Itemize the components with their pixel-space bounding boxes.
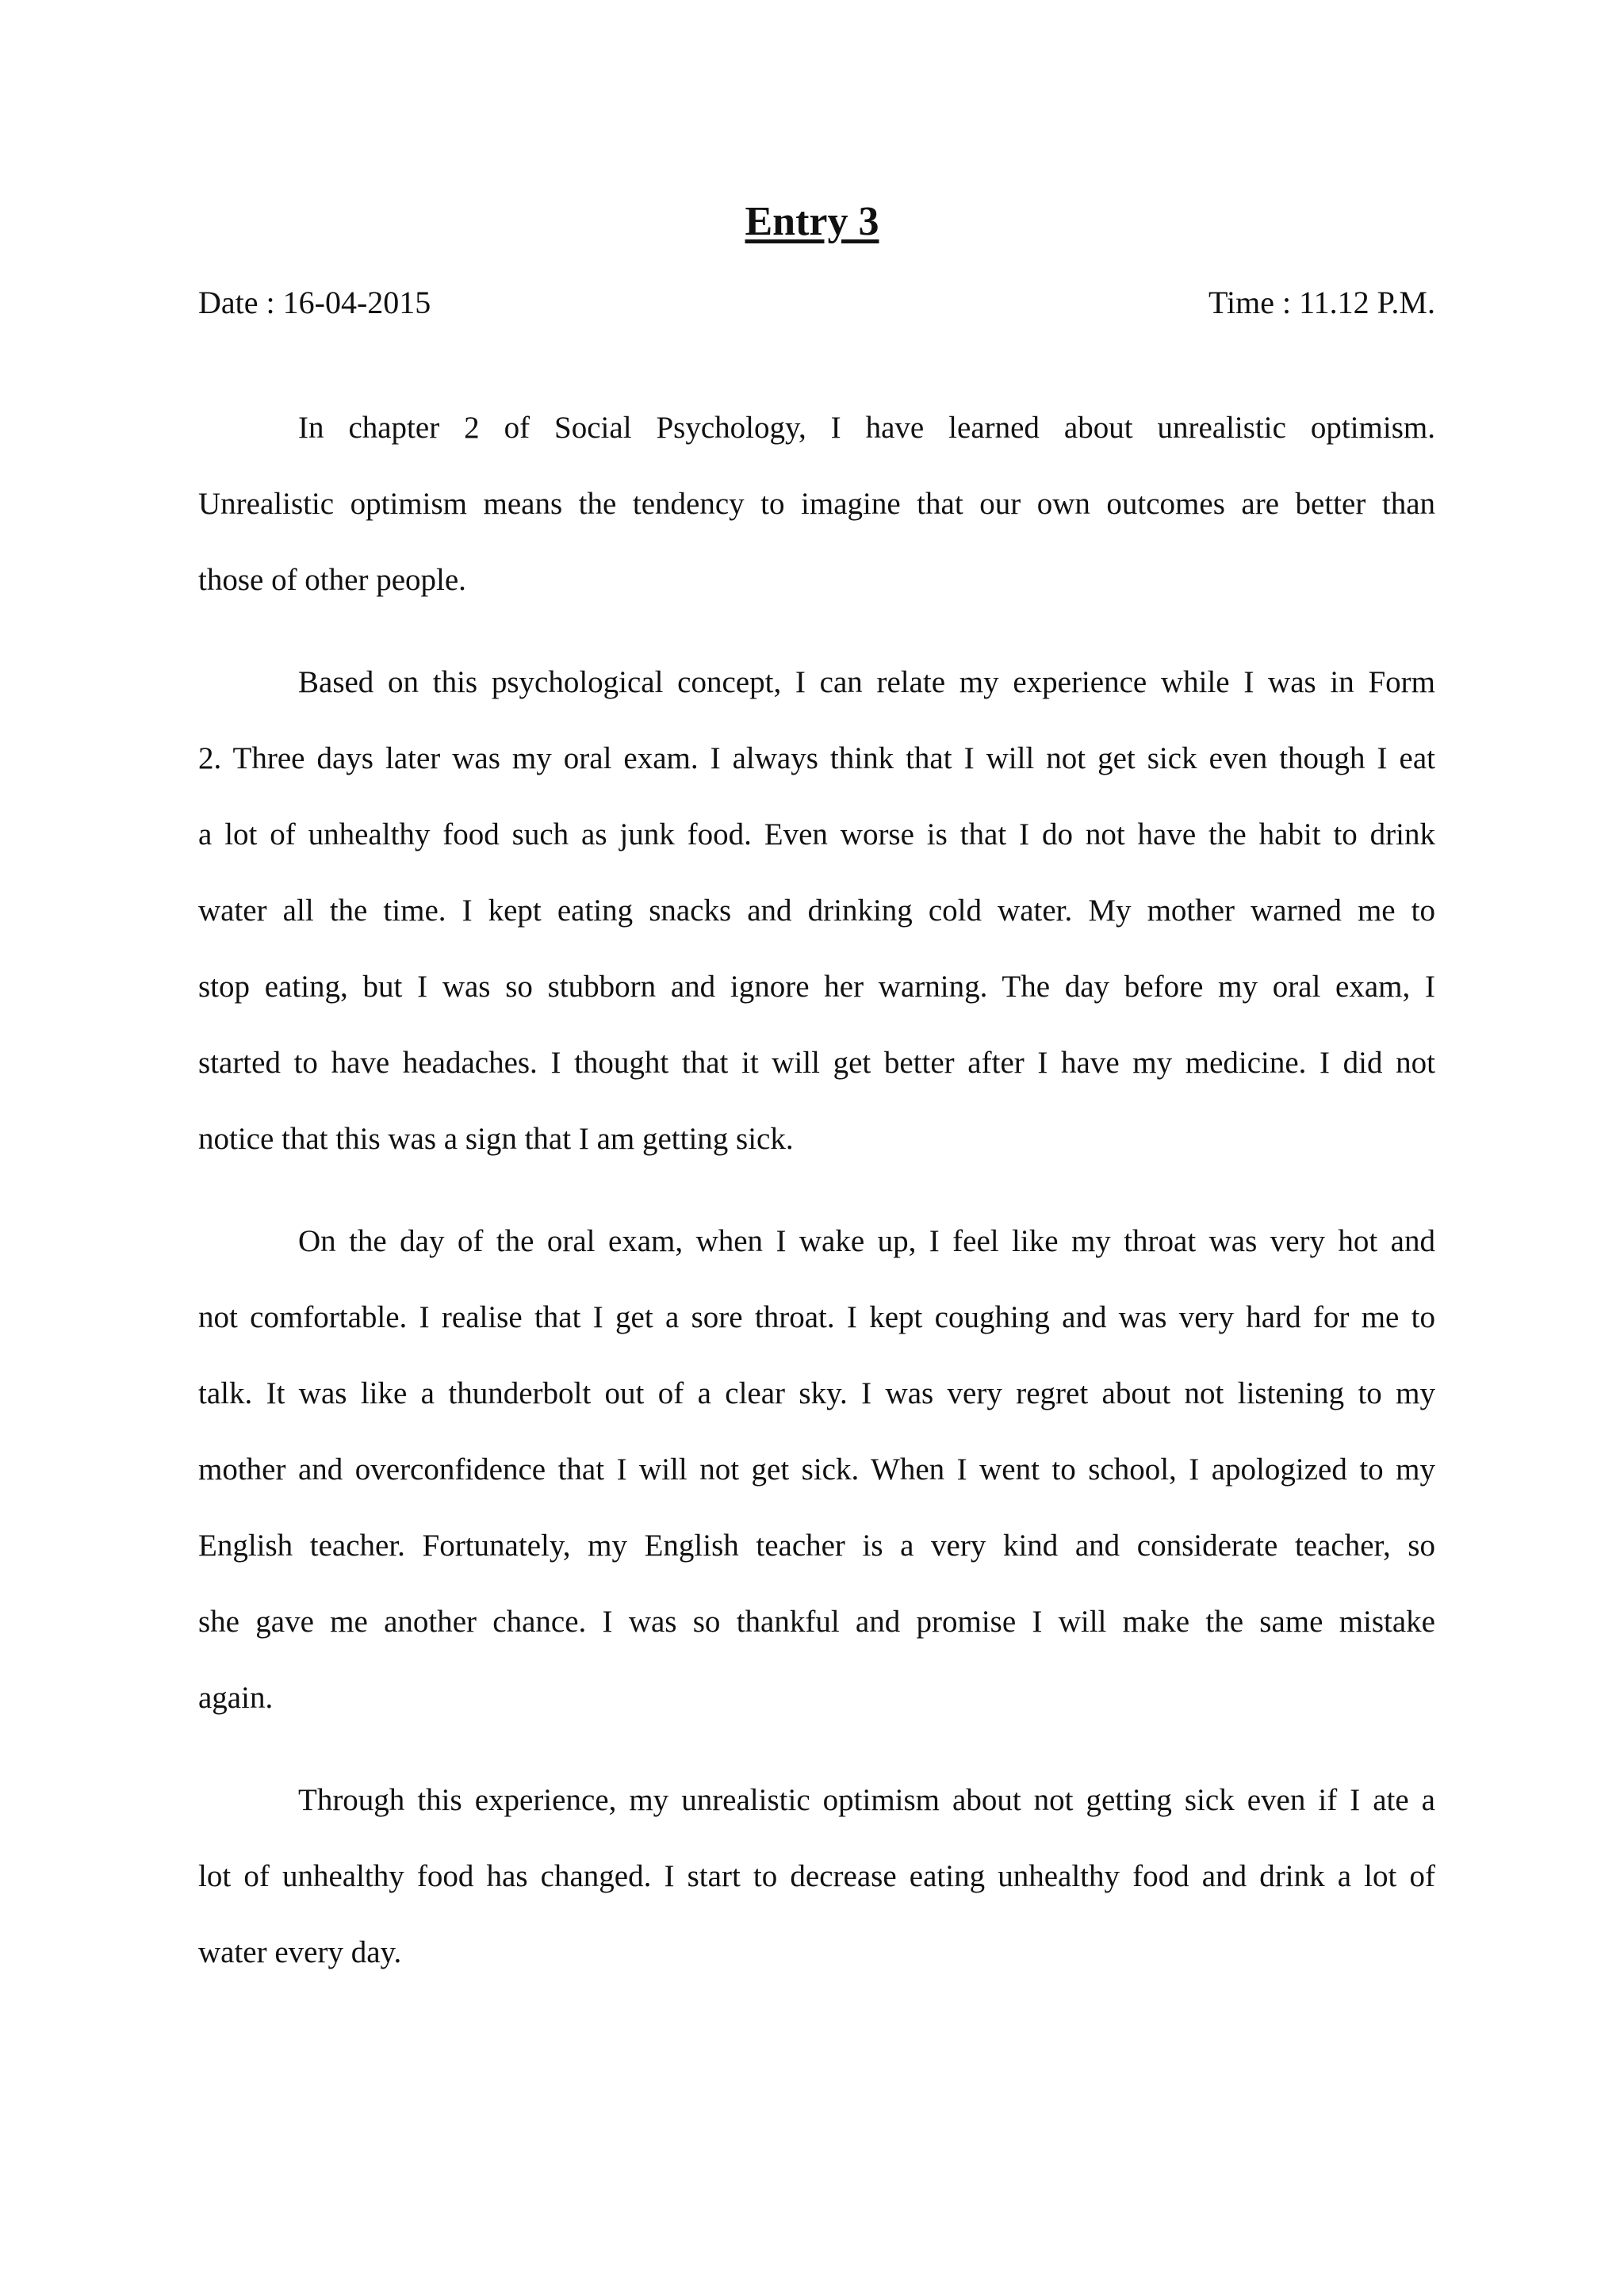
paragraph-line: again. (198, 1681, 274, 1715)
paragraph-line: English teacher. Fortunately, my English teacher is a very kind and considerate teacher, so (198, 1529, 1435, 1563)
paragraph-1 (198, 390, 1435, 618)
paragraph-line: On the day of the oral exam, when I wake up, I feel like my throat was very hot and (298, 1224, 1435, 1258)
paragraph-line: not comfortable. I realise that I get a sore throat. I kept coughing and was very hard for me to (198, 1300, 1435, 1334)
entry-date: Date : 16-04-2015 (198, 285, 431, 320)
paragraph-line: notice that this was a sign that I am getting sick. (198, 1122, 794, 1156)
paragraph-line: lot of unhealthy food has changed. I start to decrease eating unhealthy food and drink a lot of (198, 1859, 1435, 1893)
paragraph-line: those of other people. (198, 563, 466, 597)
paragraph-line: water every day. (198, 1935, 402, 1969)
paragraph-line: Unrealistic optimism means the tendency to imagine that our own outcomes are better than (198, 487, 1435, 521)
entry-time: Time : 11.12 P.M. (1208, 285, 1435, 320)
entry-title: Entry 3 (745, 199, 879, 244)
paragraph-line: talk. It was like a thunderbolt out of a clear sky. I was very regret about not listening to my (198, 1376, 1435, 1410)
paragraph-line: Through this experience, my unrealistic optimism about not getting sick even if I ate a (298, 1783, 1435, 1817)
paragraph-3 (198, 1203, 1435, 1736)
entry-body (198, 390, 1435, 2017)
paragraph-2 (198, 645, 1435, 1177)
paragraph-line: started to have headaches. I thought that it will get better after I have my medicine. I did not (198, 1046, 1435, 1080)
paragraph-line: a lot of unhealthy food such as junk food. Even worse is that I do not have the habit to drink (198, 817, 1435, 851)
paragraph-line: water all the time. I kept eating snacks and drinking cold water. My mother warned me to (198, 894, 1435, 928)
paragraph-line: stop eating, but I was so stubborn and ignore her warning. The day before my oral exam, I (198, 970, 1435, 1004)
paragraph-line: In chapter 2 of Social Psychology, I have learned about unrealistic optimism. (298, 411, 1435, 445)
paragraph-line: she gave me another chance. I was so thankful and promise I will make the same mistake (198, 1605, 1435, 1639)
paragraph-line: mother and overconfidence that I will not get sick. When I went to school, I apologized to my (198, 1452, 1435, 1487)
paragraph-4 (198, 1762, 1435, 1991)
paragraph-line: Based on this psychological concept, I can relate my experience while I was in Form (298, 665, 1435, 699)
paragraph-line: 2. Three days later was my oral exam. I always think that I will not get sick even though I eat (198, 741, 1435, 775)
